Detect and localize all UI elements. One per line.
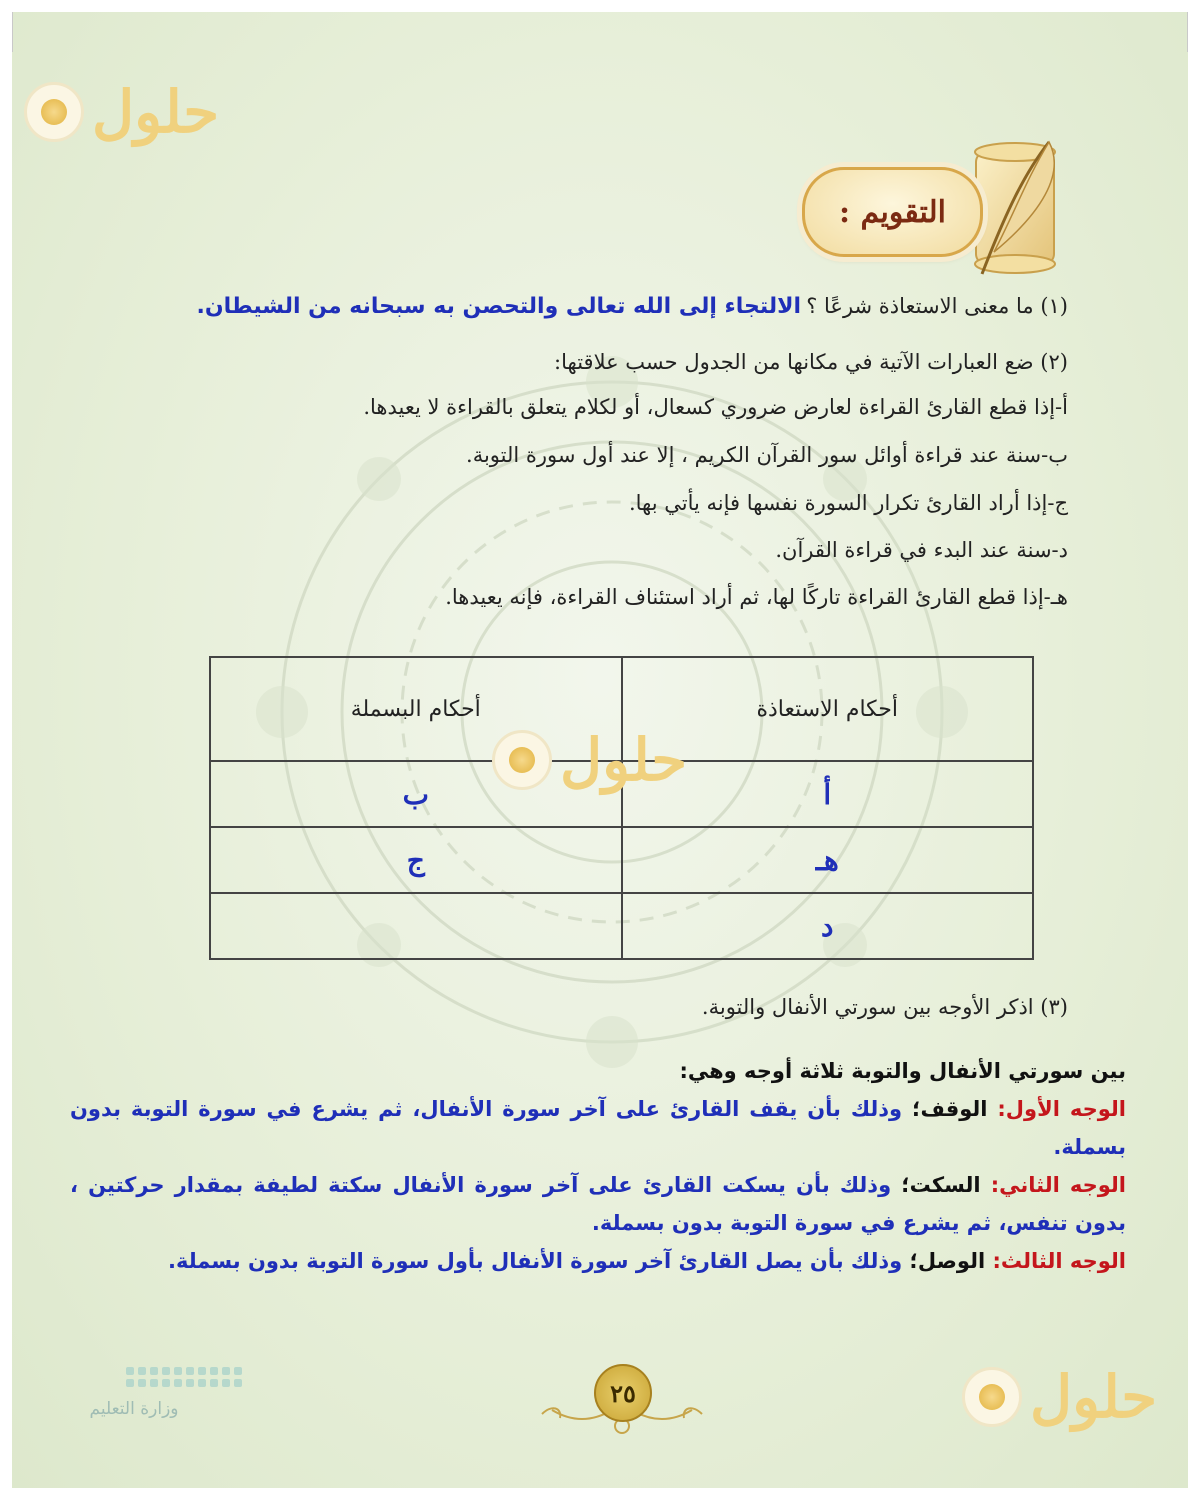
watermark-text: حلول — [1030, 1363, 1158, 1431]
question-1 — [197, 294, 1069, 319]
face-label: الوجه الأول: — [997, 1097, 1126, 1121]
watermark-logo — [492, 726, 688, 794]
table-cell: ب — [210, 761, 622, 827]
page-number: ٢٥ — [594, 1364, 652, 1422]
question-2-item-e: هـ-إذا قطع القارئ القراءة تاركًا لها، ثم أراد استئناف القراءة، فإنه يعيدها. — [445, 585, 1068, 609]
table-row — [210, 827, 1033, 893]
textbook-page — [12, 12, 1188, 1488]
watermark-text: حلول — [560, 726, 688, 794]
watermark-logo — [962, 1363, 1158, 1431]
face-term: الوقف؛ — [912, 1097, 988, 1121]
table-cell: د — [622, 893, 1034, 959]
table-header-basmala: أحكام البسملة — [210, 657, 622, 761]
table-cell: هـ — [622, 827, 1034, 893]
section-title: التقويم : — [838, 194, 947, 230]
crop-mark — [12, 12, 13, 52]
answer-face-1 — [70, 1090, 1126, 1166]
question-2-item-b: ب-سنة عند قراءة أوائل سور القرآن الكريم ، إلا عند أول سورة التوبة. — [466, 443, 1068, 467]
watermark-seal-icon — [492, 730, 552, 790]
watermark-logo — [24, 78, 220, 146]
question-2-item-c: ج-إذا أراد القارئ تكرار السورة نفسها فإنه يأتي بها. — [628, 491, 1068, 515]
question-2-item-a: أ-إذا قطع القارئ القراءة لعارض ضروري كسعال، أو لكلام يتعلق بالقراءة لا يعيدها. — [363, 395, 1068, 419]
face-text: وذلك بأن يقف القارئ على آخر سورة الأنفال، ثم يشرع في سورة التوبة بدون بسملة. — [70, 1097, 1126, 1159]
page-number-ornament — [532, 1352, 712, 1442]
answer-face-3 — [70, 1242, 1126, 1280]
table-cell: ج — [210, 827, 622, 893]
table-cell: أ — [622, 761, 1034, 827]
ministry-dots-icon — [126, 1367, 244, 1387]
table-row — [210, 893, 1033, 959]
face-label: الوجه الثاني: — [990, 1173, 1127, 1197]
table-header-istiadha: أحكام الاستعاذة — [622, 657, 1034, 761]
face-text: وذلك بأن يصل القارئ آخر سورة الأنفال بأول سورة التوبة بدون بسملة. — [168, 1249, 903, 1273]
ministry-name: وزارة التعليم — [89, 1399, 179, 1419]
face-text: وذلك بأن يسكت القارئ على آخر سورة الأنفال سكتة لطيفة بمقدار حركتين ، بدون تنفس، ثم يشرع في سورة التوبة بدون بسملة. — [70, 1173, 1126, 1235]
face-term: السكت؛ — [901, 1173, 981, 1197]
watermark-seal-icon — [962, 1367, 1022, 1427]
question-2-item-d: د-سنة عند البدء في قراءة القرآن. — [775, 538, 1068, 562]
question-1-label: (١) ما معنى الاستعاذة شرعًا ؟ — [806, 294, 1068, 318]
watermark-seal-icon — [24, 82, 84, 142]
crop-mark — [1187, 12, 1188, 52]
answer-block — [70, 1052, 1126, 1280]
rules-table — [209, 656, 1034, 960]
question-3-label: (٣) اذكر الأوجه بين سورتي الأنفال والتوبة. — [701, 995, 1068, 1019]
question-1-answer: الالتجاء إلى الله تعالى والتحصن به سبحانه من الشيطان. — [196, 294, 802, 319]
watermark-text: حلول — [92, 78, 220, 146]
answer-face-2 — [70, 1166, 1126, 1242]
face-term: الوصل؛ — [909, 1249, 986, 1273]
section-title-badge — [802, 167, 983, 257]
table-cell — [210, 893, 622, 959]
question-2-label: (٢) ضع العبارات الآتية في مكانها من الجدول حسب علاقتها: — [554, 350, 1068, 374]
ministry-logo — [74, 1367, 244, 1462]
answer-lead: بين سورتي الأنفال والتوبة ثلاثة أوجه وهي: — [679, 1059, 1126, 1083]
face-label: الوجه الثالث: — [992, 1249, 1126, 1273]
